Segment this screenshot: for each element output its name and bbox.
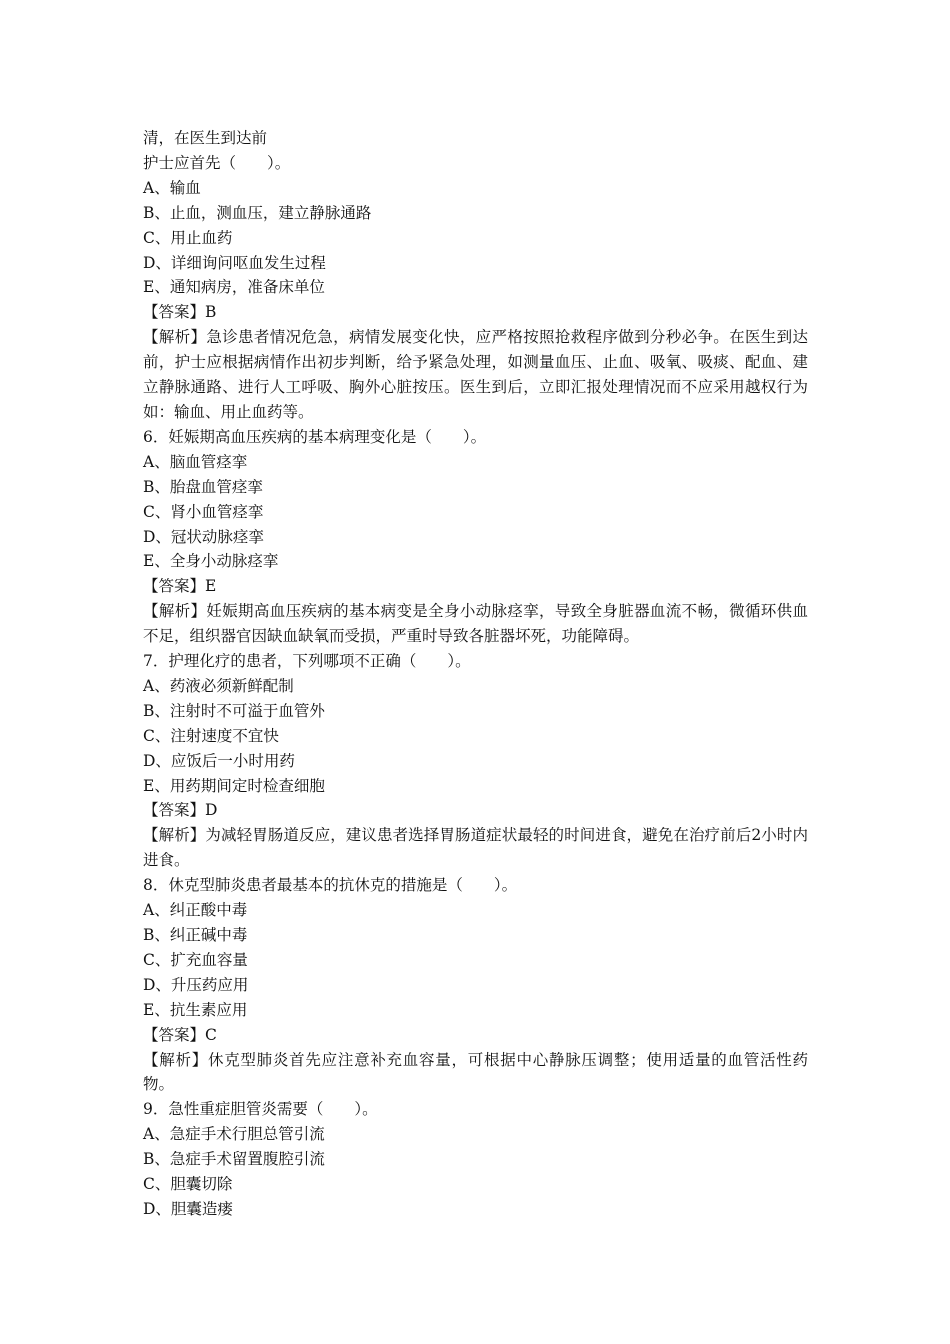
analysis-tag: 【解析】 xyxy=(143,602,207,621)
answer-tag: 【答案】 xyxy=(143,577,206,596)
option-e: E、通知病房，准备床单位 xyxy=(143,278,325,297)
answer-tag: 【答案】 xyxy=(143,1025,206,1044)
option-c: C、注射速度不宜快 xyxy=(143,726,279,745)
option-d: D、升压药应用 xyxy=(143,975,249,994)
question-block-7 xyxy=(143,649,808,873)
answer-value: E xyxy=(205,577,217,596)
option-d: D、应饭后一小时用药 xyxy=(143,751,295,770)
answer-tag: 【答案】 xyxy=(143,801,206,820)
option-b: B、胎盘血管痉挛 xyxy=(143,477,263,496)
option-a: A、纠正酸中毒 xyxy=(143,901,248,920)
analysis-paragraph xyxy=(143,325,808,425)
answer-value: D xyxy=(205,801,218,820)
question-block-8 xyxy=(143,873,808,1097)
analysis-paragraph xyxy=(143,823,808,873)
option-b: B、止血，测血压，建立静脉通路 xyxy=(143,203,372,222)
question-block-6 xyxy=(143,425,808,649)
analysis-paragraph xyxy=(143,1048,808,1098)
option-d: D、胆囊造瘘 xyxy=(143,1199,233,1218)
question-stem: 9．急性重症胆管炎需要（ ）。 xyxy=(143,1100,378,1119)
answer-tag: 【答案】 xyxy=(143,303,206,322)
document-page xyxy=(143,126,808,1222)
analysis-text: 休克型肺炎首先应注意补充血容量，可根据中心静脉压调整；使用适量的血管活性药物。 xyxy=(143,1050,808,1094)
question-stem-continued: 清，在医生到达前 xyxy=(143,129,268,147)
question-stem: 护士应首先（ ）。 xyxy=(143,153,291,172)
analysis-text: 急诊患者情况危急，病情发展变化快，应严格按照抢救程序做到分秒必争。在医生到达前，护士应根据病情作出初步判断，给予紧急处理，如测量血压、止血、吸氧、吸痰、配血、建立静脉通路、进行人工呼吸、胸外心脏按压。医生到后，立即汇报处理情况而不应采用越权行为如：输血、用止血药等。 xyxy=(143,328,808,421)
option-a: A、药液必须新鲜配制 xyxy=(143,676,294,695)
question-stem: 8．休克型肺炎患者最基本的抗休克的措施是（ ）。 xyxy=(143,876,518,895)
option-d: D、详细询问呕血发生过程 xyxy=(143,253,326,272)
answer-line xyxy=(143,1023,808,1048)
option-b: B、注射时不可溢于血管外 xyxy=(143,701,325,720)
option-c: C、扩充血容量 xyxy=(143,950,248,969)
option-e: E、抗生素应用 xyxy=(143,1000,248,1019)
option-e: E、全身小动脉痉挛 xyxy=(143,552,279,571)
question-stem: 7．护理化疗的患者，下列哪项不正确（ ）。 xyxy=(143,652,471,671)
option-a: A、急症手术行胆总管引流 xyxy=(143,1125,325,1144)
answer-line xyxy=(143,300,808,325)
answer-value: C xyxy=(205,1025,217,1044)
analysis-tag: 【解析】 xyxy=(143,328,207,347)
question-block-9 xyxy=(143,1097,808,1222)
answer-line xyxy=(143,574,808,599)
option-c: C、肾小血管痉挛 xyxy=(143,502,264,521)
analysis-tag: 【解析】 xyxy=(143,1050,208,1069)
option-a: A、输血 xyxy=(143,178,201,197)
analysis-text: 为减轻胃肠道反应，建议患者选择胃肠道症状最轻的时间进食，避免在治疗前后2小时内进食。 xyxy=(143,826,808,870)
option-b: B、纠正碱中毒 xyxy=(143,926,248,944)
option-b: B、急症手术留置腹腔引流 xyxy=(143,1150,325,1169)
option-c: C、胆囊切除 xyxy=(143,1175,233,1194)
answer-line xyxy=(143,798,808,823)
analysis-paragraph xyxy=(143,599,808,649)
question-stem: 6．妊娠期高血压疾病的基本病理变化是（ ）。 xyxy=(143,427,487,446)
option-e: E、用药期间定时检查细胞 xyxy=(143,776,325,795)
analysis-tag: 【解析】 xyxy=(143,826,206,845)
option-d: D、冠状动脉痉挛 xyxy=(143,527,264,546)
answer-value: B xyxy=(205,303,217,322)
option-a: A、脑血管痉挛 xyxy=(143,452,248,471)
question-block-5 xyxy=(143,126,808,425)
option-c: C、用止血药 xyxy=(143,228,233,247)
analysis-text: 妊娠期高血压疾病的基本病变是全身小动脉痉挛，导致全身脏器血流不畅，微循环供血不足，组织器官因缺血缺氧而受损，严重时导致各脏器坏死，功能障碍。 xyxy=(143,602,808,646)
